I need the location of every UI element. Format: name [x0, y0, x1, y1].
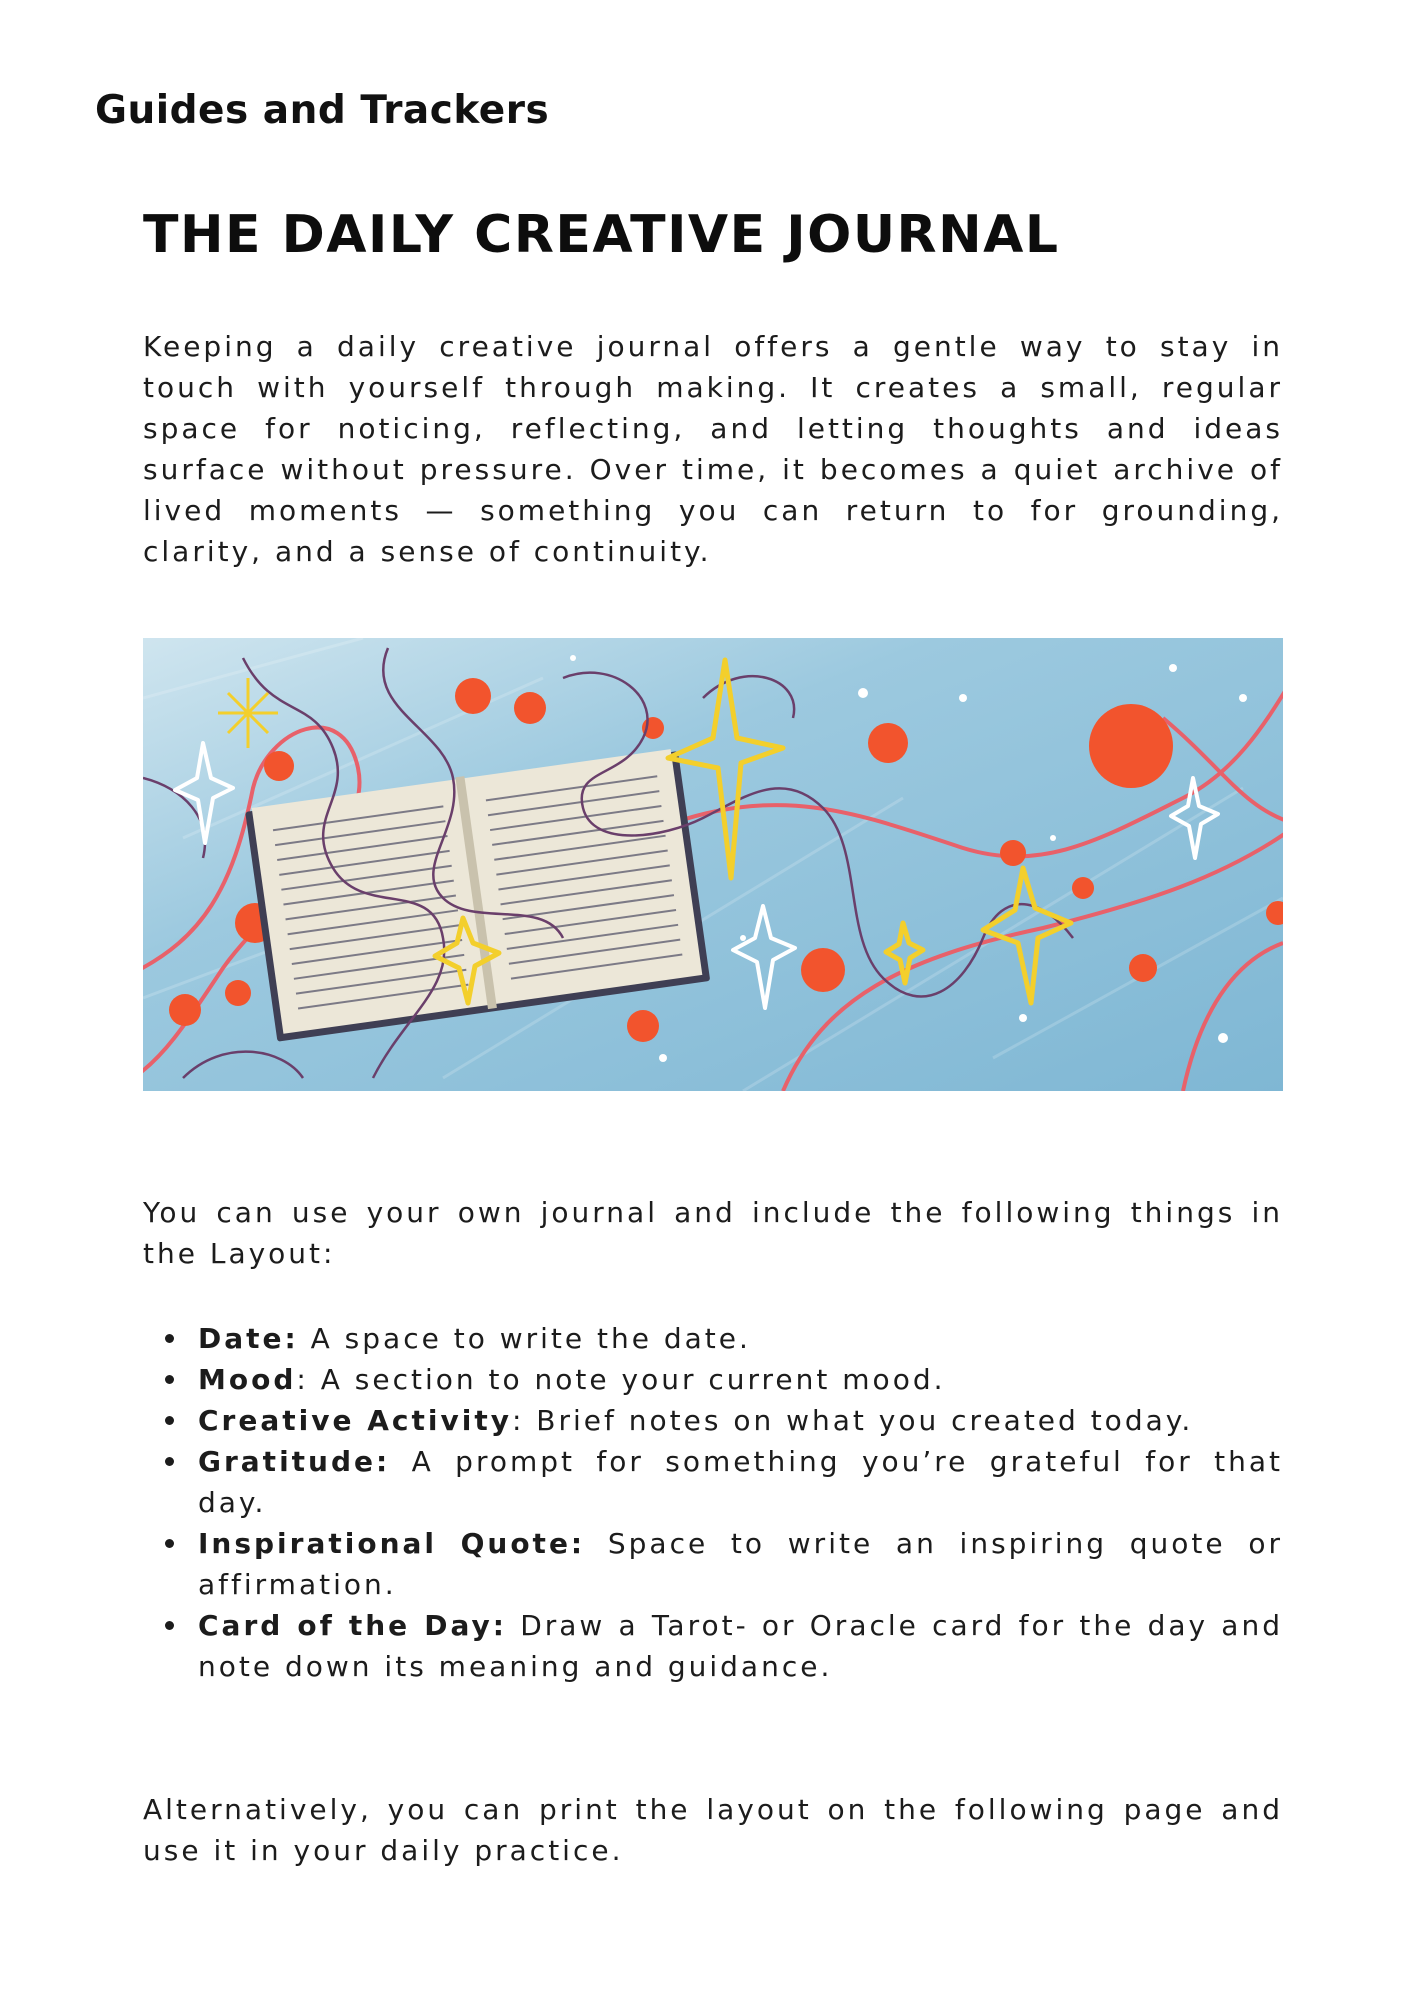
feature-term: Card of the Day:: [198, 1609, 507, 1642]
feature-term: Mood: [198, 1363, 297, 1396]
list-item: [143, 1523, 1283, 1605]
feature-term: Date:: [198, 1322, 299, 1355]
feature-text: : Brief notes on what you created today.: [511, 1404, 1194, 1437]
feature-text: Space to write an inspiring quote or affirmation.: [198, 1527, 1283, 1601]
list-item: [143, 1400, 1283, 1441]
outro-paragraph: Alternatively, you can print the layout on the following page and use it in your daily practice.: [143, 1793, 1283, 1867]
feature-term: Creative Activity: [198, 1404, 512, 1437]
feature-list: [143, 1318, 1283, 1687]
page-title: THE DAILY CREATIVE JOURNAL: [143, 205, 1060, 265]
layout-intro-paragraph: You can use your own journal and include the following things in the Layout:: [143, 1196, 1283, 1270]
feature-text: Draw a Tarot- or Oracle card for the day and note down its meaning and guidance.: [198, 1609, 1283, 1683]
feature-text: : A section to note your current mood.: [296, 1363, 946, 1396]
list-item: [143, 1605, 1283, 1687]
list-item: [143, 1359, 1283, 1400]
list-item: [143, 1318, 1283, 1359]
journal-illustration: [143, 638, 1283, 1091]
intro-paragraph: Keeping a daily creative journal offers a gentle way to stay in touch with yourself through making. It creates a small, regular space for noticing, reflecting, and letting thoughts and ideas surface without pressure. Over time, it becomes a quiet archive of lived moments — something you can return to for grounding, clarity, and a sense of continuity.: [143, 330, 1283, 568]
section-label: Guides and Trackers: [95, 88, 550, 133]
feature-term: Inspirational Quote:: [198, 1527, 586, 1560]
list-item: [143, 1441, 1283, 1523]
feature-term: Gratitude:: [198, 1445, 391, 1478]
feature-text: A prompt for something you’re grateful for that day.: [198, 1445, 1283, 1519]
feature-text: A space to write the date.: [298, 1322, 751, 1355]
